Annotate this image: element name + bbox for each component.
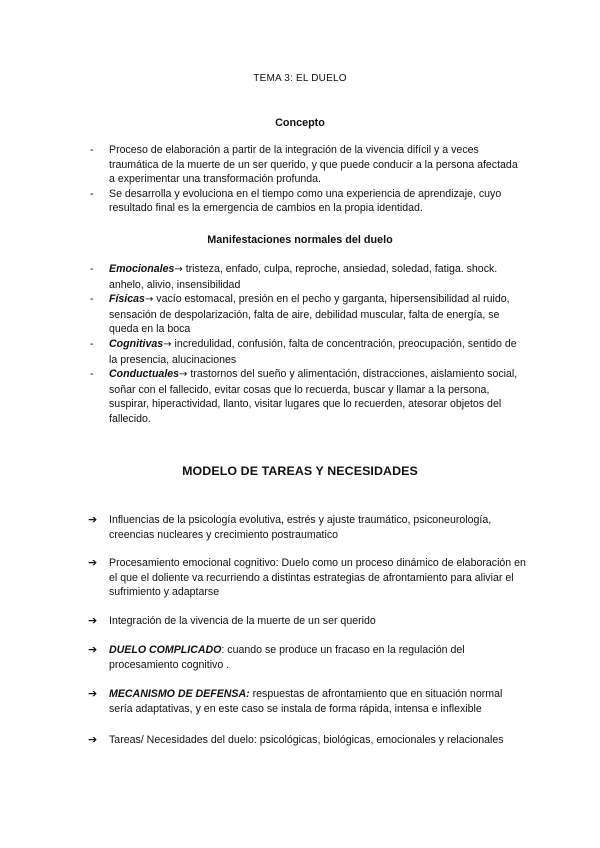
- dash-bullet: -: [90, 337, 94, 350]
- list-item: [0, 262, 600, 292]
- modelo-text-body: Integración de la vivencia de la muerte de un ser querido: [109, 615, 376, 627]
- modelo-text-body: : cuando se produce un fracaso en la regulación del procesamiento cognitivo .: [109, 644, 465, 671]
- dash-bullet: -: [90, 187, 94, 200]
- concepto-list: [0, 143, 600, 216]
- arrow-bullet-icon: ➔: [88, 513, 98, 526]
- list-item: [0, 367, 600, 426]
- modelo-term: MECANISMO DE DEFENSA:: [109, 688, 250, 700]
- list-item: [0, 614, 600, 629]
- list-item: [0, 513, 600, 542]
- manifestation-term: Físicas: [109, 293, 145, 306]
- manifestation-text: vacío estomacal, presión en el pecho y garganta, hipersensibilidad al ruido, sensación de despolarización, falta de aire, debilidad muscular, falta de energía, se queda en la boca: [109, 293, 510, 336]
- modelo-text-body: respuestas de afrontamiento que en situación normal sería adaptativas, y en este caso se instala de forma rápida, intensa e inflexible: [109, 688, 503, 715]
- manifestation-term: Emocionales: [109, 263, 175, 275]
- manifestation-text: trastornos del sueño y alimentación, distracciones, aislamiento social, soñar con el fallecido, evitar cosas que lo recuerda, buscar y llamar a la persona, suspirar, hiperactividad, llanto, visitar lugares que lo recuerden, atesorar objetos del fallecido.: [109, 368, 518, 425]
- arrow-bullet-icon: ➔: [88, 556, 98, 569]
- list-item: [0, 733, 600, 748]
- list-item: [0, 556, 600, 600]
- list-item: [0, 687, 600, 716]
- list-item: [0, 337, 600, 367]
- modelo-text-body: Procesamiento emocional cognitivo: Duelo como un proceso dinámico de elaboración en el que el doliente va recurriendo a distintas estrategias de afrontamiento para aliviar el sufrimiento y adaptarse: [109, 557, 526, 599]
- document-title: TEMA 3: EL DUELO: [253, 73, 347, 84]
- arrow-bullet-icon: ➔: [88, 643, 98, 656]
- list-item: [0, 643, 600, 672]
- manifestation-text: incredulidad, confusión, falta de concentración, preocupación, sentido de la presencia, alucinaciones: [109, 337, 517, 366]
- manifestation-term: Cognitivas: [109, 337, 164, 350]
- arrow-bullet-icon: ➔: [88, 614, 98, 627]
- modelo-heading: MODELO DE TAREAS Y NECESIDADES: [182, 464, 418, 478]
- list-item: [0, 292, 600, 337]
- dash-bullet: -: [90, 144, 94, 156]
- manifestaciones-list: [0, 262, 600, 427]
- list-item: [0, 143, 600, 187]
- list-item: [0, 187, 600, 216]
- dash-bullet: -: [90, 263, 94, 275]
- modelo-text-body: Tareas/ Necesidades del duelo: psicológicas, biológicas, emocionales y relacionales: [109, 734, 504, 746]
- arrow-bullet-icon: ➔: [88, 733, 98, 746]
- manifestation-term: Conductuales: [109, 368, 180, 381]
- right-arrow-icon: →: [144, 294, 154, 306]
- arrow-bullet-icon: ➔: [88, 687, 98, 700]
- modelo-text-body: Influencias de la psicología evolutiva, estrés y ajuste traumático, psiconeurología, creencias nucleares y crecimiento postraumatico: [109, 514, 492, 541]
- concepto-text: Proceso de elaboración a partir de la integración de la vivencia difícil y a veces traumática de la muerte de un ser querido, y que puede conducir a la persona afectada a experimentar una transformación profunda.: [109, 144, 518, 186]
- concepto-text: Se desarrolla y evoluciona en el tiempo como una experiencia de aprendizaje, cuyo resultado final es la emergencia de cambios en la propia identidad.: [109, 187, 502, 215]
- right-arrow-icon: →: [163, 338, 172, 350]
- right-arrow-icon: →: [179, 369, 188, 381]
- right-arrow-icon: →: [174, 264, 183, 275]
- concepto-heading: Concepto: [275, 117, 325, 129]
- manifestaciones-heading: Manifestaciones normales del duelo: [207, 234, 393, 246]
- manifestation-text: tristeza, enfado, culpa, reproche, ansiedad, soledad, fatiga. shock. anhelo, alivio, insensibilidad: [109, 263, 498, 291]
- dash-bullet: -: [90, 368, 94, 381]
- dash-bullet: -: [90, 293, 94, 306]
- modelo-term: DUELO COMPLICADO: [109, 644, 222, 656]
